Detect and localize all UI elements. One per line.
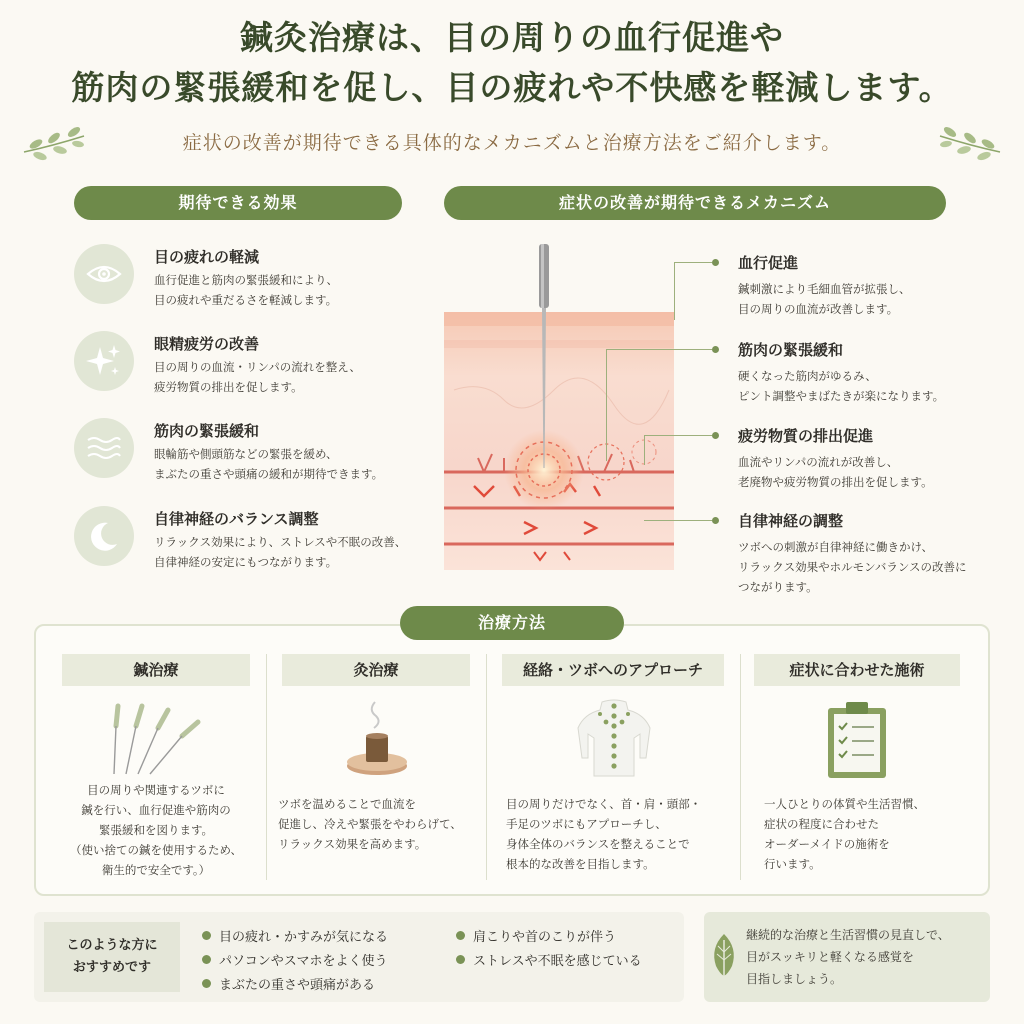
recommend-item [202, 950, 387, 969]
recommend-item-text: パソコンやスマホをよく使う [219, 954, 388, 969]
recommend-item-text: 目の疲れ・かすみが気になる [219, 930, 389, 945]
method-desc: ツボを温めることで血流を 促進し、冷えや緊張をやわらげて、 リラックス効果を高めます。 [278, 797, 462, 851]
recommend-item [456, 950, 642, 969]
mechanism-dot [712, 259, 719, 266]
mechanism-desc: ツボへの刺激が自律神経に働きかけ、 リラックス効果やホルモンバランスの改善に つながります。 [738, 540, 967, 594]
mechanism-dot [712, 517, 719, 524]
mechanism-connector [674, 262, 675, 320]
bullet-icon [456, 955, 465, 964]
method-desc: 目の周りや関連するツボに 鍼を行い、血行促進や筋肉の 緊張緩和を図ります。 （使い捨ての鍼を使用するため、 衛生的で安全です。） [69, 783, 243, 877]
effects-heading: 期待できる効果 [74, 186, 402, 220]
mechanism-item [738, 425, 1018, 492]
effect-item [74, 244, 434, 324]
bullet-icon [202, 931, 211, 940]
sparkle-icon [74, 331, 134, 391]
eye-icon [74, 244, 134, 304]
method-title: 経絡・ツボへのアプローチ [502, 654, 724, 686]
recommend-item-text: 肩こりや首のこりが伴う [473, 930, 617, 945]
mechanism-connector [674, 262, 712, 263]
clipboard-icon [826, 700, 888, 780]
mechanism-connector [606, 349, 607, 461]
needles-icon [102, 700, 212, 780]
mechanism-item [738, 339, 1018, 406]
mechanism-dot [712, 346, 719, 353]
effect-item [74, 418, 434, 498]
bullet-icon [202, 979, 211, 988]
method-card [62, 654, 250, 884]
methods-heading: 治療方法 [400, 606, 624, 640]
effect-item [74, 331, 434, 411]
mechanism-connector [644, 435, 645, 465]
wave-icon [74, 418, 134, 478]
divider [486, 654, 487, 880]
mechanism-connector [644, 520, 712, 521]
method-title: 鍼治療 [62, 654, 250, 686]
effect-desc: 目の周りの血流・リンパの流れを整え、 疲労物質の排出を促します。 [154, 360, 361, 394]
mechanism-desc: 血流やリンパの流れが改善し、 老廃物や疲労物質の排出を促します。 [738, 455, 933, 489]
mechanism-item [738, 252, 1018, 319]
method-title: 症状に合わせた施術 [754, 654, 960, 686]
mechanism-connector [606, 349, 712, 350]
effect-item [74, 506, 434, 586]
method-card [502, 654, 724, 884]
recommend-item-text: ストレスや不眠を感じている [473, 954, 642, 969]
bullet-icon [202, 955, 211, 964]
method-desc: 目の周りだけでなく、首・肩・頭部・ 手足のツボにもアプローチし、 身体全体のバランスを整えることで 根本的な改善を目指します。 [506, 797, 702, 871]
effect-title: 筋肉の緊張緩和 [154, 422, 260, 440]
method-card [278, 654, 470, 884]
divider [740, 654, 741, 880]
moxa-icon [342, 698, 412, 780]
recommend-item [202, 926, 388, 945]
recommend-label: このような方に おすすめです [44, 922, 180, 992]
effect-desc: 血行促進と筋肉の緊張緩和により、 目の疲れや重だるさを軽減します。 [154, 273, 338, 307]
method-card [754, 654, 960, 884]
effect-title: 目の疲れの軽減 [154, 248, 260, 266]
recommend-item-text: まぶたの重さや頭痛がある [219, 978, 376, 993]
body-points-icon [574, 698, 654, 778]
effect-title: 眼精疲労の改善 [154, 335, 260, 353]
divider [266, 654, 267, 880]
skin-cross-section-illustration [444, 240, 674, 570]
mechanism-title: 筋肉の緊張緩和 [738, 341, 844, 359]
mechanism-title: 自律神経の調整 [738, 512, 844, 530]
page-subtitle: 症状の改善が期待できる具体的なメカニズムと治療方法をご紹介します。 [182, 132, 842, 154]
moon-icon [74, 506, 134, 566]
leaf-branch-left-icon [22, 124, 88, 162]
recommend-item [456, 926, 616, 945]
page-title-line1: 鍼灸治療は、目の周りの血行促進や [240, 18, 784, 57]
effect-desc: 眼輪筋や側頭筋などの緊張を緩め、 まぶたの重さや頭痛の緩和が期待できます。 [154, 447, 384, 481]
mechanism-title: 疲労物質の排出促進 [738, 427, 874, 445]
mechanism-title: 血行促進 [738, 254, 799, 272]
method-desc: 一人ひとりの体質や生活習慣、 症状の程度に合わせた オーダーメイドの施術を 行います。 [764, 797, 925, 871]
mechanism-dot [712, 432, 719, 439]
mechanism-desc: 硬くなった筋肉がゆるみ、 ピント調整やまばたきが楽になります。 [738, 369, 945, 403]
mechanism-connector [644, 435, 712, 436]
mechanism-heading: 症状の改善が期待できるメカニズム [444, 186, 946, 220]
recommend-item [202, 974, 375, 993]
page-title-line2: 筋肉の緊張緩和を促し、目の疲れや不快感を軽減します。 [71, 68, 953, 107]
leaf-icon [710, 932, 738, 980]
effect-desc: リラックス効果により、ストレスや不眠の改善、 自律神経の安定にもつながります。 [154, 535, 407, 569]
bullet-icon [456, 931, 465, 940]
method-title: 灸治療 [282, 654, 470, 686]
leaf-branch-right-icon [936, 124, 1002, 162]
effect-title: 自律神経のバランス調整 [154, 510, 319, 528]
mechanism-item [738, 510, 1018, 597]
note-text: 継続的な治療と生活習慣の見直しで、 目がスッキリと軽くなる感覚を 目指しましょう。 [746, 928, 950, 986]
mechanism-desc: 鍼刺激により毛細血管が拡張し、 目の周りの血流が改善します。 [738, 282, 911, 316]
